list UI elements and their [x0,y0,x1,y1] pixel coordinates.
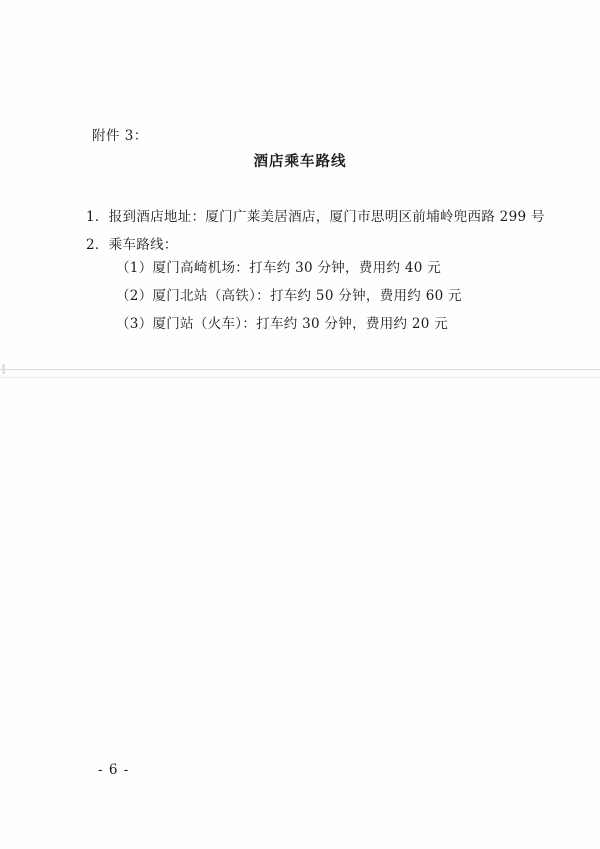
scan-divider-line [0,369,600,370]
page-number: - 6 - [98,762,130,778]
route-north-station: （2）厦门北站（高铁）：打车约 50 分钟，费用约 60 元 [116,288,462,304]
document-title: 酒店乘车路线 [253,153,347,170]
attachment-label: 附件 3： [92,128,148,144]
route-airport: （1）厦门高崎机场：打车约 30 分钟，费用约 40 元 [116,260,442,276]
list-item-routes-heading: 2．乘车路线： [86,237,178,253]
list-item-hotel-address: 1．报到酒店地址：厦门广莱美居酒店，厦门市思明区前埔岭兜西路 299 号 [86,209,545,225]
route-railway-station: （3）厦门站（火车）：打车约 30 分钟，费用约 20 元 [116,316,449,332]
scan-divider-line-faint [0,377,600,378]
